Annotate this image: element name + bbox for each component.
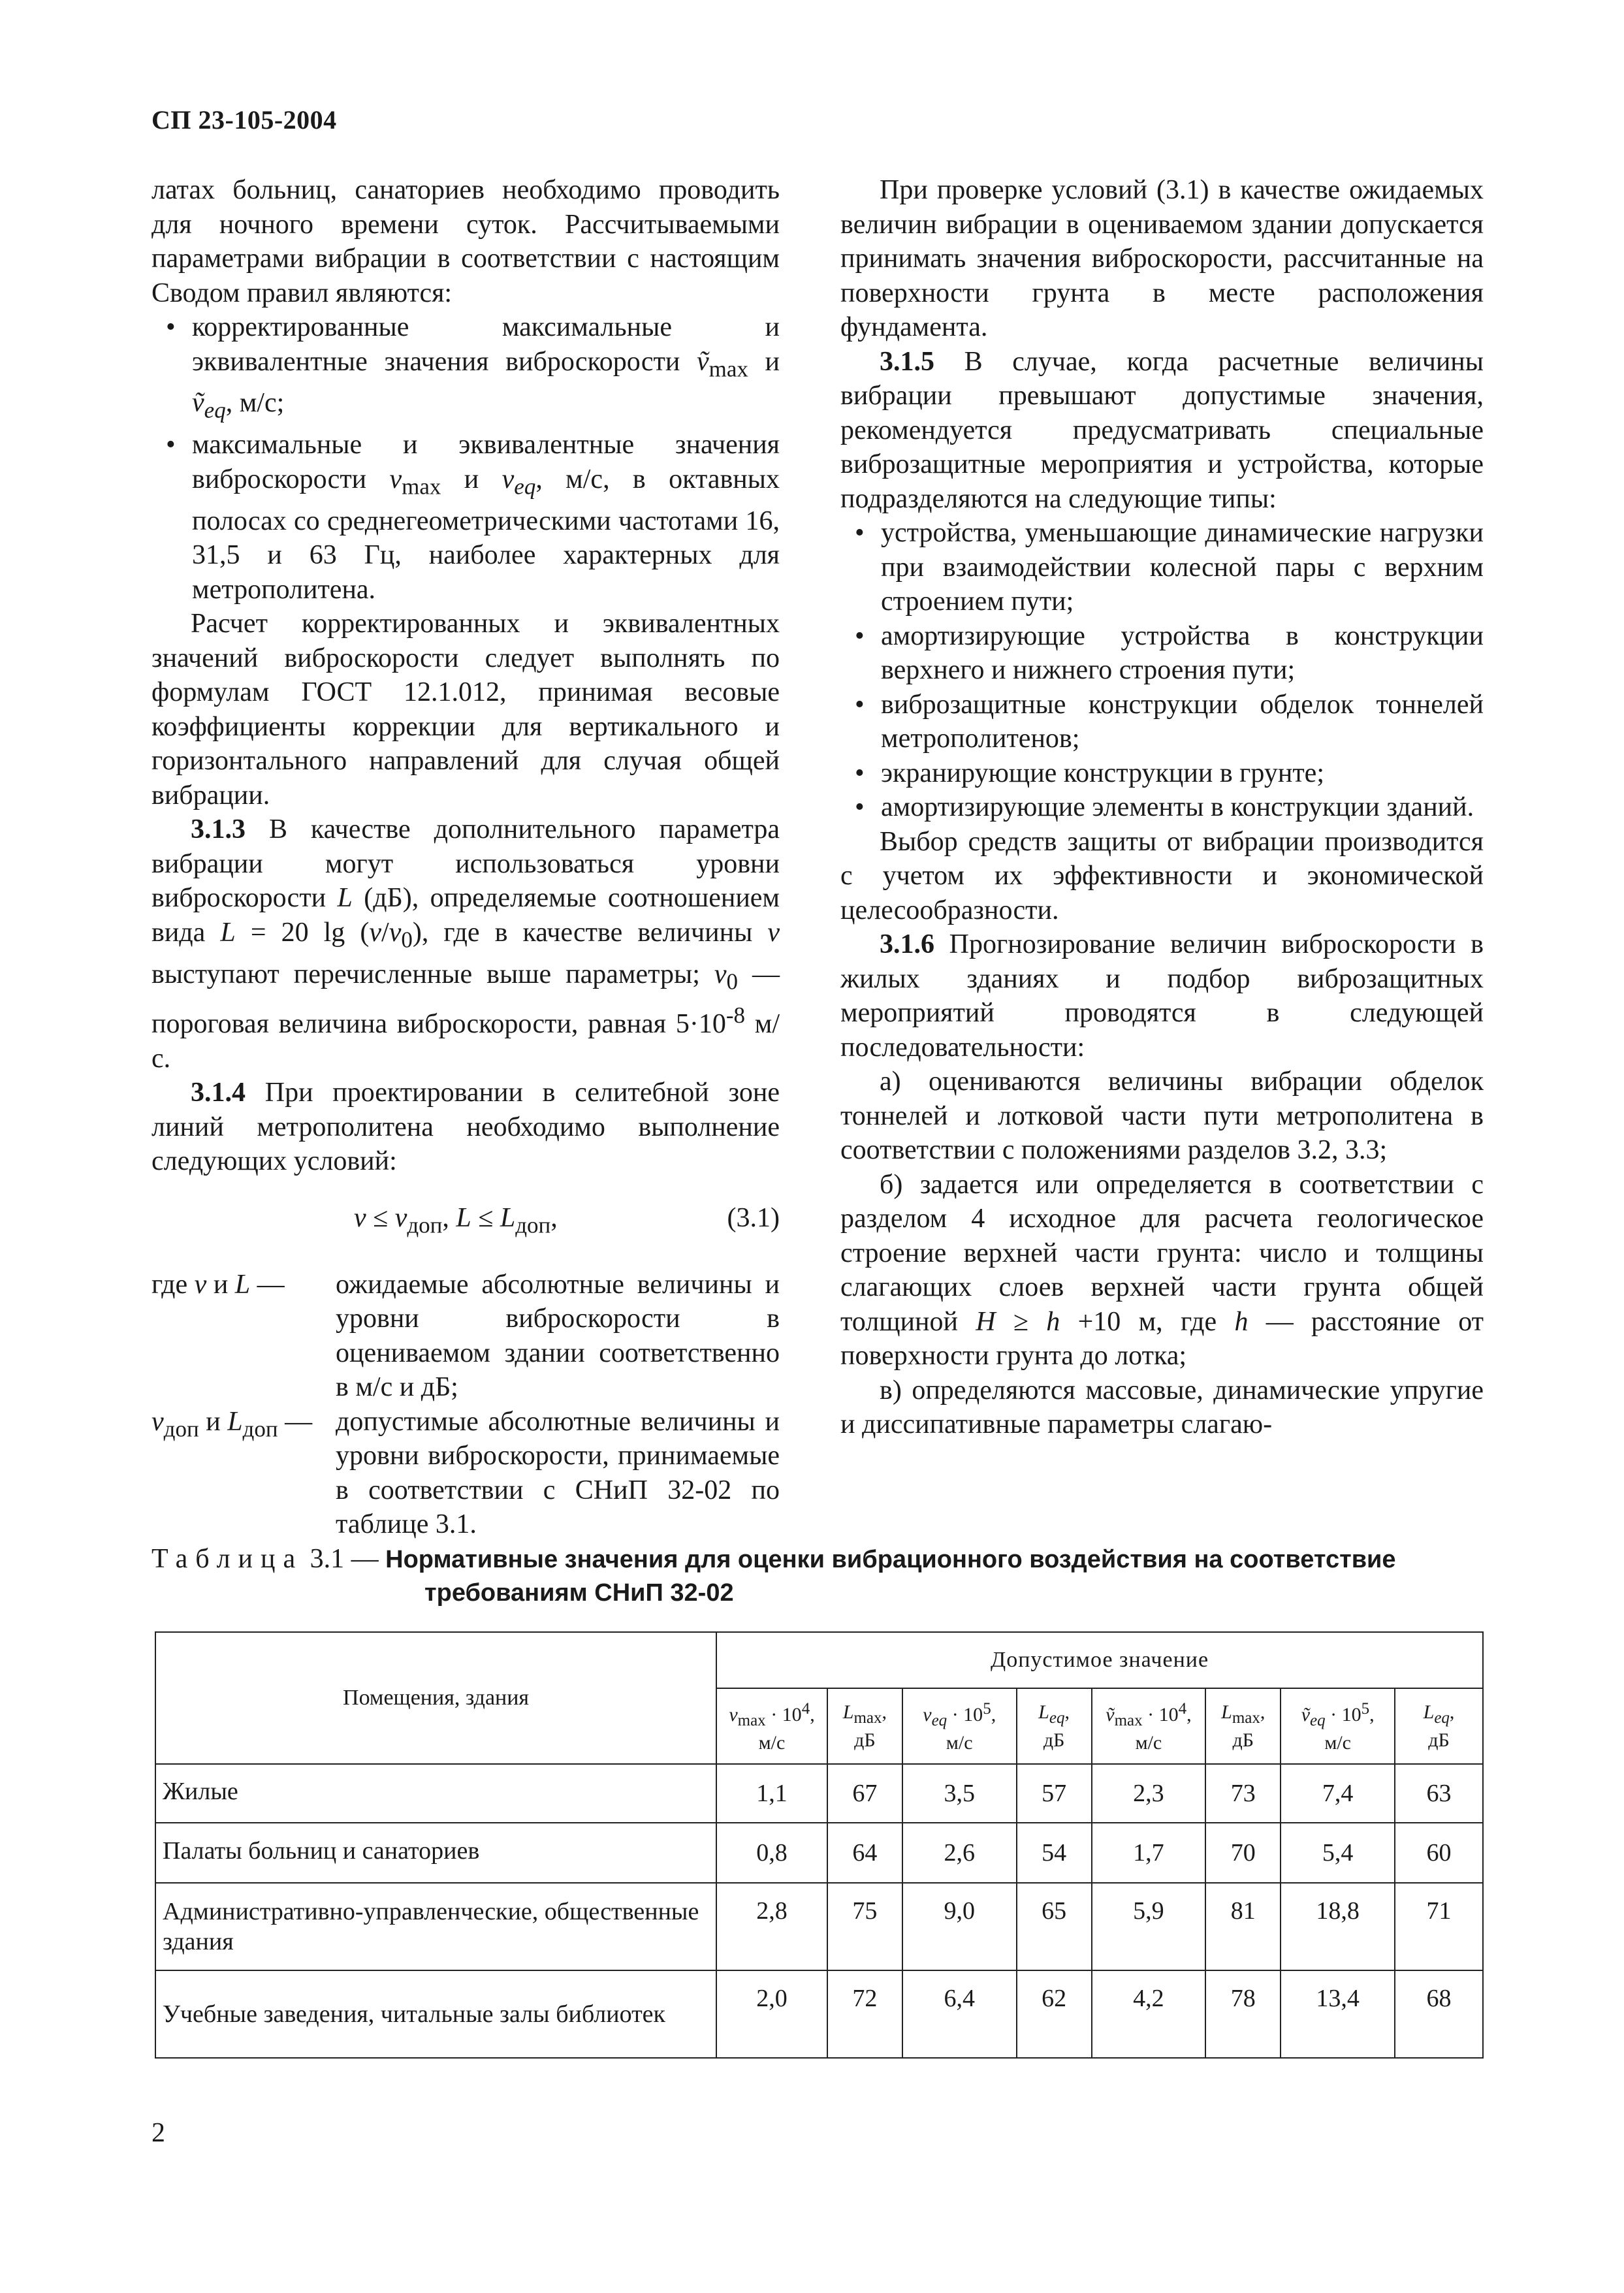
table-cell: 13,4 bbox=[1281, 1970, 1395, 2058]
column-header: $L_{max}$, дБ bbox=[827, 1688, 902, 1764]
paragraph-3-1-5: 3.1.5 В случае, когда расчетные величины вибрации превышают допустимые значения, рекомендуется предусматривать специальные виброзащитные мероприятия и устройства, которые подразделяются на следующие типы: bbox=[840, 346, 1484, 514]
row-label: Жилые bbox=[155, 1764, 716, 1823]
list-item: • виброзащитные конструкции обделок тоннелей метрополитенов; bbox=[840, 688, 1484, 756]
table-cell: 64 bbox=[827, 1823, 902, 1883]
table-cell: 60 bbox=[1395, 1823, 1483, 1883]
definition-term: где v и L — bbox=[151, 1269, 285, 1300]
table-cell: 4,2 bbox=[1092, 1970, 1206, 2058]
table-cell: 0,8 bbox=[716, 1823, 827, 1883]
equation-3-1: $v \le v_{доп}$, $L \le L_{доп}$, (3.1) bbox=[151, 1201, 780, 1243]
page-number: 2 bbox=[151, 2118, 165, 2148]
table-cell: 73 bbox=[1205, 1764, 1281, 1823]
table-cell: 81 bbox=[1205, 1883, 1281, 1970]
row-label: Палаты больниц и санаториев bbox=[155, 1823, 716, 1883]
paragraph-3-1-6: 3.1.6 Прогнозирование величин виброскорости в жилых зданиях и подбор виброзащитных мероприятий проводятся в следующей последовательности: bbox=[840, 929, 1484, 1063]
definition-text: допустимые абсолютные величины и уровни виброскорости, принимаемые в соответствии с СНиП 32-02 по таблице 3.1. bbox=[336, 1406, 780, 1540]
table-cell: 2,6 bbox=[902, 1823, 1017, 1883]
right-column bbox=[840, 173, 1484, 1442]
table-cell: 54 bbox=[1017, 1823, 1092, 1883]
column-header: ṽ$_{max}$ · $10^4$, м/с bbox=[1092, 1688, 1206, 1764]
column-header: $v_{max} \cdot 10^4$, м/с bbox=[716, 1688, 827, 1764]
header-allowed-value: Допустимое значение bbox=[716, 1632, 1483, 1688]
table-row bbox=[155, 1883, 1483, 1970]
column-header: $L_{eq}$, дБ bbox=[1395, 1688, 1483, 1764]
paragraph-step-c: в) определяются массовые, динамические упругие и диссипативные параметры слагаю- bbox=[840, 1375, 1484, 1439]
paragraph-step-b: б) задается или определяется в соответствии с разделом 4 исходное для расчета геологическое строение верхней части грунта: число и толщины слагающих слоев верхней части грунта общей толщиной H ≥ h +10 м, где h — расстояние от поверхности грунта до лотка; bbox=[840, 1169, 1484, 1371]
definition-text: ожидаемые абсолютные величины и уровни виброскорости в оцениваемом здании соответственно в м/с и дБ; bbox=[336, 1269, 780, 1403]
table-row bbox=[155, 1823, 1483, 1883]
list-item: • устройства, уменьшающие динамические нагрузки при взаимодействии колесной пары с верхним строением пути; bbox=[840, 516, 1484, 619]
protection-types-list bbox=[840, 516, 1484, 825]
table-row bbox=[155, 1764, 1483, 1823]
paragraph-calculation: Расчет корректированных и эквивалентных значений виброскорости следует выполнять по формулам ГОСТ 12.1.012, принимая весовые коэффициенты коррекции для вертикального и горизонтального направлений для случая общей вибрации. bbox=[151, 609, 780, 810]
table-cell: 67 bbox=[827, 1764, 902, 1823]
list-item: • амортизирующие элементы в конструкции зданий. bbox=[840, 790, 1484, 825]
table-cell: 7,4 bbox=[1281, 1764, 1395, 1823]
row-label: Учебные заведения, читальные залы библиотек bbox=[155, 1970, 716, 2058]
table-cell: 63 bbox=[1395, 1764, 1483, 1823]
table-cell: 72 bbox=[827, 1970, 902, 2058]
paragraph-3-1-3: 3.1.3 В качестве дополнительного параметра вибрации могут использоваться уровни виброскорости L (дБ), определяемые соотношением вида L = 20 $\lg (v/v_0)$, где в качестве величины v выступают перечисленные выше параметры; $v_0$ — пороговая величина виброскорости, равная $5\cdot 10^{-8}$ м/с. bbox=[151, 814, 780, 1074]
list-item: • корректированные максимальные и эквивалентные значения виброскорости ṽ$_{max}$ и ṽ$_{eq}$, м/с; bbox=[151, 310, 780, 428]
definition-term: $v_{доп}$ и $L_{доп}$ — bbox=[151, 1406, 313, 1442]
definitions bbox=[151, 1268, 780, 1542]
table-cell: 3,5 bbox=[902, 1764, 1017, 1823]
table-cell: 75 bbox=[827, 1883, 902, 1970]
equation-number: (3.1) bbox=[727, 1202, 780, 1233]
paragraph-continuation: латах больниц, санаториев необходимо проводить для ночного времени суток. Рассчитываемыми параметрами вибрации в соответствии с настоящим Сводом правил являются: bbox=[151, 175, 780, 308]
parameter-list bbox=[151, 310, 780, 607]
header-premises: Помещения, здания bbox=[155, 1632, 716, 1764]
list-item: • экранирующие конструкции в грунте; bbox=[840, 756, 1484, 791]
paragraph-step-a: а) оцениваются величины вибрации обделок тоннелей и лотковой части пути метрополитена в соответствии с положениями разделов 3.2, 3.3; bbox=[840, 1066, 1484, 1165]
table-cell: 70 bbox=[1205, 1823, 1281, 1883]
paragraph-check: При проверке условий (3.1) в качестве ожидаемых величин вибрации в оцениваемом здании допускается принимать значения виброскорости, рассчитанные на поверхности грунта в месте расположения фундамента. bbox=[840, 175, 1484, 342]
table-cell: 18,8 bbox=[1281, 1883, 1395, 1970]
table-cell: 9,0 bbox=[902, 1883, 1017, 1970]
table-cell: 5,4 bbox=[1281, 1823, 1395, 1883]
table-cell: 1,7 bbox=[1092, 1823, 1206, 1883]
document-header: СП 23-105-2004 bbox=[151, 105, 337, 135]
list-item: • амортизирующие устройства в конструкции верхнего и нижнего строения пути; bbox=[840, 619, 1484, 688]
table-cell: 65 bbox=[1017, 1883, 1092, 1970]
table-cell: 78 bbox=[1205, 1970, 1281, 2058]
table-cell: 6,4 bbox=[902, 1970, 1017, 2058]
table-cell: 2,8 bbox=[716, 1883, 827, 1970]
table-cell: 2,0 bbox=[716, 1970, 827, 2058]
row-label: Административно-управленческие, общественные здания bbox=[155, 1883, 716, 1970]
column-header: $v_{eq} \cdot 10^5$, м/с bbox=[902, 1688, 1017, 1764]
table-cell: 2,3 bbox=[1092, 1764, 1206, 1823]
column-header: ṽ$_{eq}$ · $10^5$, м/с bbox=[1281, 1688, 1395, 1764]
paragraph-choice: Выбор средств защиты от вибрации производится с учетом их эффективности и экономической целесообразности. bbox=[840, 826, 1484, 925]
column-header: $L_{eq}$, дБ bbox=[1017, 1688, 1092, 1764]
list-item: • максимальные и эквивалентные значения виброскорости $v_{max}$ и $v_{eq}$, м/с, в октавных полосах со среднегеометрическими частотами 16, 31,5 и 63 Гц, наиболее характерных для метрополитена. bbox=[151, 428, 780, 607]
table-cell: 1,1 bbox=[716, 1764, 827, 1823]
paragraph-3-1-4: 3.1.4 При проектировании в селитебной зоне линий метрополитена необходимо выполнение следующих условий: bbox=[151, 1078, 780, 1177]
table-caption: Таблица 3.1 — Нормативные значения для оценки вибрационного воздействия на соответствие требованиям СНиП 32-02 bbox=[151, 1544, 1396, 1607]
table-cell: 62 bbox=[1017, 1970, 1092, 2058]
vibration-norms-table bbox=[155, 1631, 1484, 2059]
table-cell: 5,9 bbox=[1092, 1883, 1206, 1970]
table-row bbox=[155, 1970, 1483, 2058]
left-column bbox=[151, 173, 780, 1542]
table-cell: 71 bbox=[1395, 1883, 1483, 1970]
table-cell: 57 bbox=[1017, 1764, 1092, 1823]
column-header: $L_{max}$, дБ bbox=[1205, 1688, 1281, 1764]
table-cell: 68 bbox=[1395, 1970, 1483, 2058]
